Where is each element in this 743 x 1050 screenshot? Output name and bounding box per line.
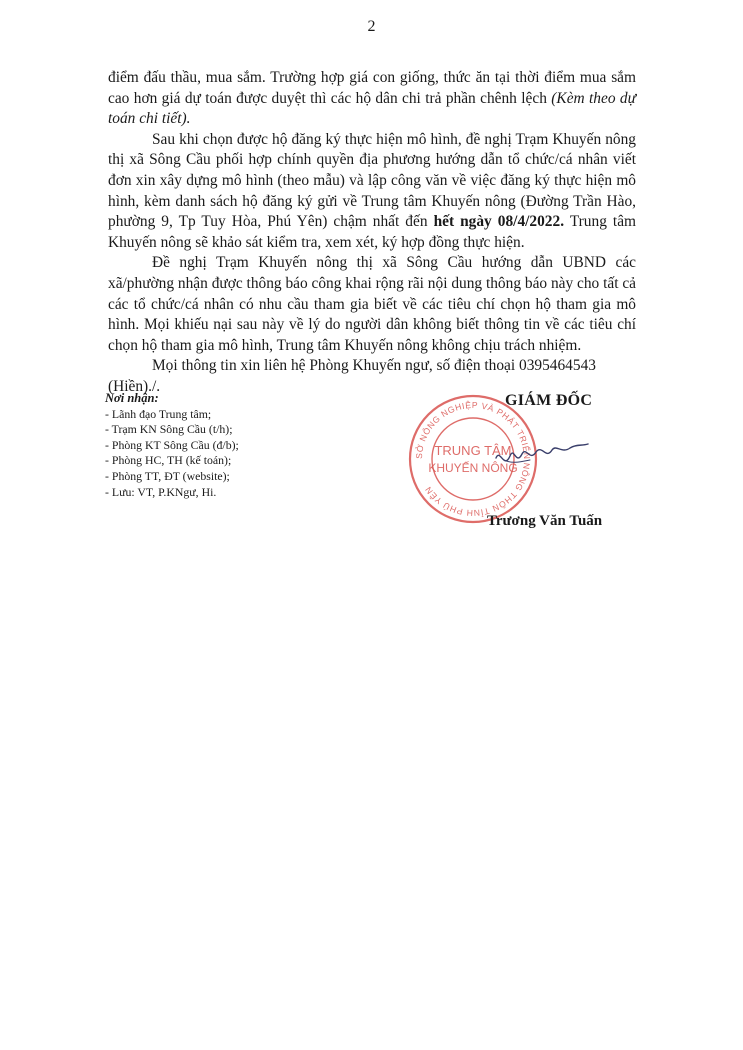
- page-number: 2: [367, 18, 376, 35]
- signature-scribble-icon: [490, 430, 590, 480]
- paragraph-registration-tail: Trung tâm Khuyến nông sẽ khảo sát kiểm tra, xem xét, ký hợp đồng thực hiện.: [108, 213, 636, 251]
- signer-title: GIÁM ĐỐC: [505, 392, 593, 409]
- list-item: - Phòng TT, ĐT (website);: [105, 468, 230, 483]
- paragraph-registration: [108, 130, 636, 254]
- paragraph-procurement-text: điểm đấu thầu, mua sắm. Trường hợp giá con giống, thức ăn tại thời điểm mua sắm cao hơn giá dự toán được duyệt thì các hộ dân chi trả phần chênh lệch: [108, 69, 636, 107]
- stamp-center-line2: KHUYẾN NÔNG: [428, 461, 518, 475]
- recipients-block: [105, 391, 239, 500]
- list-item: - Lưu: VT, P.KNgư, Hi.: [105, 484, 217, 499]
- deadline-date: hết ngày 08/4/2022.: [433, 213, 565, 231]
- list-item: - Lãnh đạo Trung tâm;: [105, 406, 212, 421]
- list-item: - Trạm KN Sông Cầu (t/h);: [105, 422, 233, 437]
- recipients-title: Nơi nhận:: [105, 391, 159, 405]
- paragraph-procurement: [108, 68, 636, 130]
- signer-name: Trương Văn Tuấn: [487, 513, 603, 529]
- stamp-center-line1: TRUNG TÂM: [434, 443, 512, 458]
- document-body: [108, 68, 636, 398]
- recipients-list: [105, 407, 239, 501]
- stamp-ring-text: SỞ NÔNG NGHIỆP VÀ PHÁT TRIỂN NÔNG THÔN TỈNH PHÚ YÊN: [413, 399, 533, 519]
- paragraph-contact: Mọi thông tin xin liên hệ Phòng Khuyến ngư, số điện thoại 0395464543 (Hiền)./.: [108, 357, 596, 395]
- list-item: - Phòng KT Sông Cầu (đ/b);: [105, 437, 239, 452]
- paragraph-announcement: Đề nghị Trạm Khuyến nông thị xã Sông Cầu hướng dẫn UBND các xã/phường nhận được thông báo công khai rộng rãi nội dung thông báo này cho tất cả các tổ chức/cá nhân có nhu cầu tham gia biết về các tiêu chí chọn hộ tham gia mô hình. Mọi khiếu nại sau này về lý do người dân không biết thông tin về các tiêu chí chọn hộ tham gia mô hình, Trung tâm Khuyến nông không chịu trách nhiệm.: [108, 254, 636, 354]
- list-item: - Phòng HC, TH (kế toán);: [105, 453, 232, 468]
- paragraph-registration-text: Sau khi chọn được hộ đăng ký thực hiện mô hình, đề nghị Trạm Khuyến nông thị xã Sông Cầu phối hợp chính quyền địa phương hướng dẫn tổ chức/cá nhân viết đơn xin xây dựng mô hình (theo mẫu) và lập công văn về việc đăng ký thực hiện mô hình, kèm danh sách hộ đăng ký gửi về Trung tâm Khuyến nông (Đường Trần Hào, phường 9, Tp Tuy Hòa, Phú Yên) chậm nhất đến: [108, 130, 636, 231]
- estimate-note: (Kèm theo dự toán chi tiết).: [108, 89, 636, 128]
